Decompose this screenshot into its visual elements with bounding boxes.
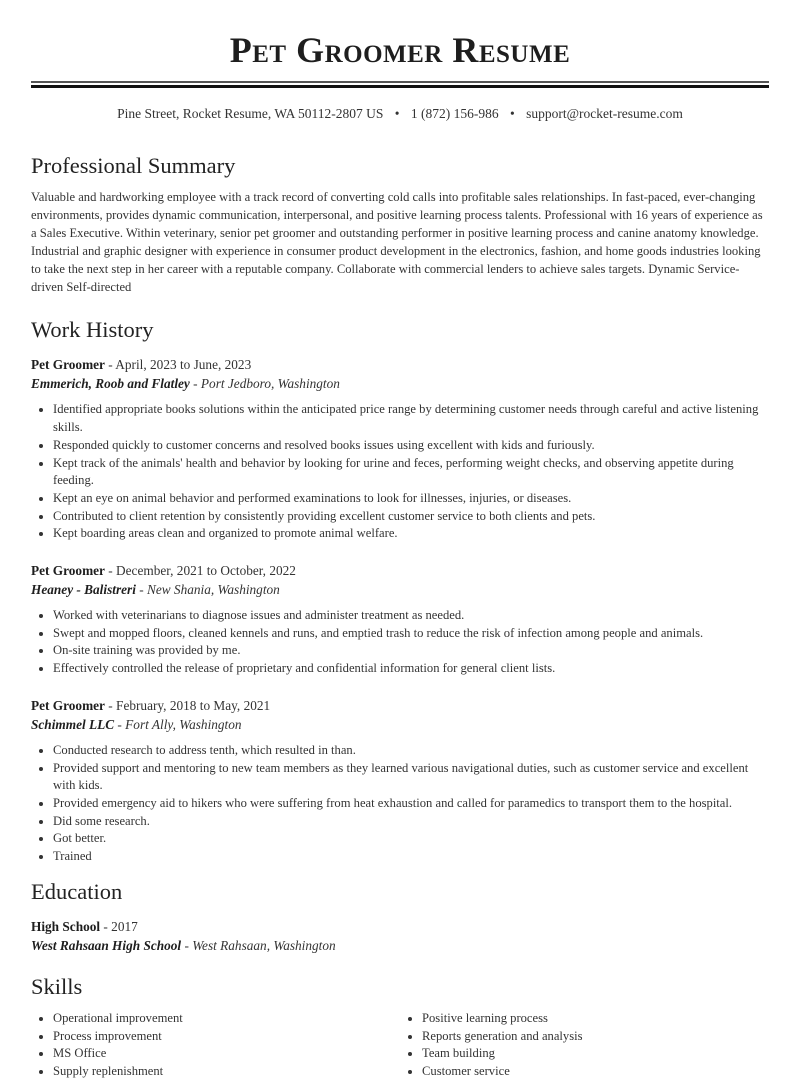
skills-columns — [31, 1010, 769, 1081]
skill-item: • Team building — [422, 1045, 769, 1063]
contact-line — [31, 105, 769, 123]
list-item: • Swept and mopped floors, cleaned kennels and runs, and emptied trash to reduce the risk of infection among people and animals. — [53, 625, 769, 643]
contact-email: support@rocket-resume.com — [526, 106, 683, 121]
skill-item: • Customer service — [422, 1063, 769, 1081]
list-item: • Kept an eye on animal behavior and performed examinations to look for illnesses, injuries, or diseases. — [53, 490, 769, 508]
list-item: • Conducted research to address tenth, which resulted in than. — [53, 742, 769, 760]
employer-name: Schimmel LLC — [31, 716, 115, 732]
job-title-line — [31, 355, 769, 374]
employer-line — [31, 374, 769, 393]
employer-line — [31, 580, 769, 599]
skills-list-column-1 — [31, 1010, 400, 1081]
job-title-line — [31, 696, 769, 715]
graduation-year: - 2017 — [100, 918, 138, 934]
list-item: • Provided support and mentoring to new team members as they learned various navigational duties, such as customer service and excellent with kids. — [53, 760, 769, 795]
header-divider-thick — [31, 85, 769, 88]
job-title: Pet Groomer — [31, 697, 105, 713]
list-item: • Identified appropriate books solutions within the anticipated price range by determining customer needs through careful and active listening skills. — [53, 401, 769, 436]
job-entry — [31, 355, 769, 543]
bullet-separator: • — [509, 106, 515, 121]
list-item: • Kept track of the animals' health and behavior by looking for urine and feces, performing weight checks, and observing appetite during feeding. — [53, 455, 769, 490]
section-heading-summary: Professional Summary — [31, 153, 236, 178]
contact-phone: 1 (872) 156-986 — [410, 106, 499, 121]
job-duties-list — [31, 742, 769, 866]
job-dates: - December, 2021 to October, 2022 — [104, 563, 296, 579]
employer-location: - Fort Ally, Washington — [114, 716, 242, 732]
employer-location: - Port Jedboro, Washington — [189, 376, 340, 392]
list-item: • Trained — [53, 848, 769, 866]
professional-summary-section — [31, 152, 769, 296]
list-item: • Kept boarding areas clean and organized to promote animal welfare. — [53, 525, 769, 543]
employer-name: Heaney - Balistreri — [31, 582, 136, 598]
education-entry — [31, 917, 769, 955]
header-divider-thin — [31, 81, 769, 83]
section-heading-work-history: Work History — [31, 317, 154, 343]
job-title: Pet Groomer — [31, 357, 105, 373]
page-title: Pet Groomer Resume — [229, 30, 571, 70]
job-entry — [31, 696, 769, 866]
list-item: • On-site training was provided by me. — [53, 642, 769, 660]
job-dates: - February, 2018 to May, 2021 — [104, 697, 271, 713]
section-heading-skills: Skills — [31, 973, 83, 999]
degree-line — [31, 917, 769, 936]
school-line — [31, 936, 769, 955]
job-entry — [31, 561, 769, 678]
job-dates: - April, 2023 to June, 2023 — [104, 357, 252, 373]
job-title: Pet Groomer — [31, 563, 105, 579]
skill-item: • Operational improvement — [53, 1010, 400, 1028]
list-item: • Did some research. — [53, 813, 769, 831]
job-duties-list — [31, 401, 769, 543]
employer-line — [31, 715, 769, 734]
employer-location: - New Shania, Washington — [135, 582, 280, 598]
skill-item: • Process improvement — [53, 1028, 400, 1046]
skills-list-column-2 — [400, 1010, 769, 1081]
work-history-section — [31, 316, 769, 865]
education-section — [31, 878, 769, 955]
list-item: • Effectively controlled the release of proprietary and confidential information for general client lists. — [53, 660, 769, 678]
skill-item: • Supply replenishment — [53, 1063, 400, 1081]
list-item: • Contributed to client retention by consistently providing excellent customer service to both clients and pets. — [53, 508, 769, 526]
employer-name: Emmerich, Roob and Flatley — [31, 376, 190, 392]
school-name: West Rahsaan High School — [31, 937, 182, 953]
job-title-line — [31, 561, 769, 580]
list-item: • Provided emergency aid to hikers who were suffering from heat exhaustion and called for paramedics to transport them to the hospital. — [53, 795, 769, 813]
job-duties-list — [31, 607, 769, 678]
degree: High School — [31, 918, 101, 934]
skill-item: • Positive learning process — [422, 1010, 769, 1028]
bullet-separator: • — [394, 106, 400, 121]
contact-address: Pine Street, Rocket Resume, WA 50112-2807 US — [117, 106, 384, 121]
skill-item: • MS Office — [53, 1045, 400, 1063]
school-location: - West Rahsaan, Washington — [181, 937, 336, 953]
summary-text: Valuable and hardworking employee with a track record of converting cold calls into profitable sales relationships. In fast-paced, ever-changing environments, provides dynamic communication, interpersonal, and positive learning process talents. Professional with 16 years of experience as a Sales Executive. Within veterinary, senior pet groomer and outstanding performer in positive learning process and canine anatomy knowledge. Industrial and graphic designer with experience in consumer product development in the electronics, fashion, and home goods industries looking to take the next step in her career with a reputable company. Collaborate with commercial lenders to achieve sales targets. Dynamic Service-driven Self-directed — [31, 190, 763, 294]
list-item: • Worked with veterinarians to diagnose issues and administer treatment as needed. — [53, 607, 769, 625]
list-item: • Responded quickly to customer concerns and resolved books issues using excellent with kids and furiously. — [53, 437, 769, 455]
skills-section — [31, 973, 769, 1081]
skill-item: • Reports generation and analysis — [422, 1028, 769, 1046]
list-item: • Got better. — [53, 830, 769, 848]
section-heading-education: Education — [31, 878, 123, 904]
